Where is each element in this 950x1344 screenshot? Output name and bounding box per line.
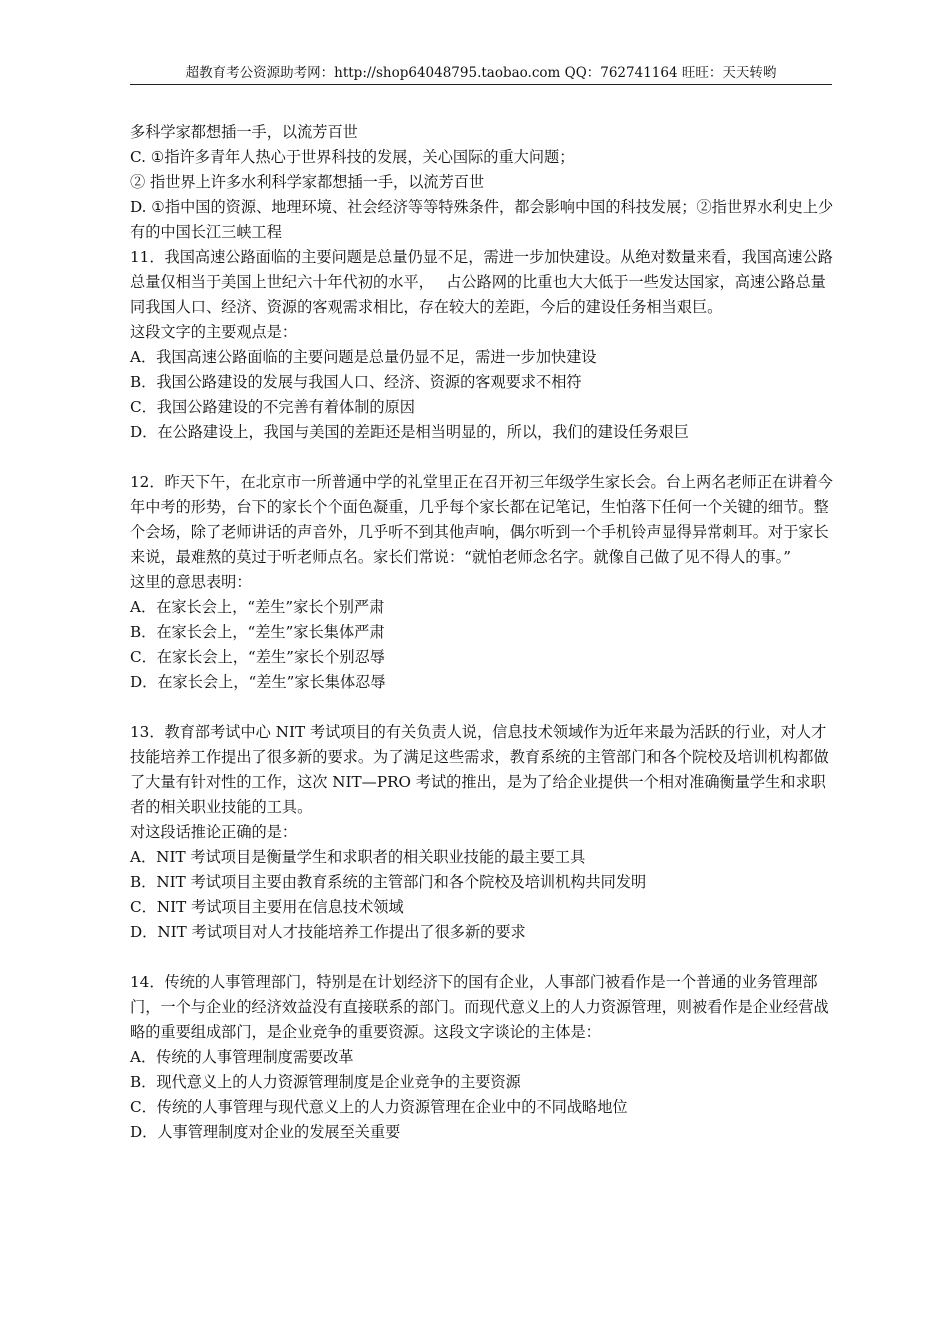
page-header: 超教育考公资源助考网：http://shop64048795.taobao.com QQ：762741164 旺旺：天天转哟 [130, 62, 832, 85]
q13-option-d: D．NIT 考试项目对人才技能培养工作提出了很多新的要求 [130, 923, 526, 941]
q11-option-a: A．我国高速公路面临的主要问题是总量仍显不足，需进一步加快建设 [130, 348, 597, 366]
q12-option-c: C．在家长会上，“差生”家长个别忍辱 [130, 648, 385, 666]
q14-option-a: A．传统的人事管理制度需要改革 [130, 1048, 354, 1066]
spacer [130, 945, 838, 970]
document-body [130, 120, 838, 1145]
q13-option-b: B．NIT 考试项目主要由教育系统的主管部门和各个院校及培训机构共同发明 [130, 873, 647, 891]
q12-option-d: D．在家长会上，“差生”家长集体忍辱 [130, 673, 386, 691]
q12-option-a: A．在家长会上，“差生”家长个别严肃 [130, 598, 385, 616]
spacer [130, 695, 838, 720]
q12-stem: 12．昨天下午，在北京市一所普通中学的礼堂里正在召开初三年级学生家长会。台上两名老师正在讲着今年中考的形势，台下的家长个个面色凝重，几乎每个家长都在记笔记，生怕落下任何一个关键的细节。整个会场，除了老师讲话的声音外，几乎听不到其他声响，偶尔听到一个手机铃声显得异常刺耳。对于家长来说，最难熬的莫过于听老师点名。家长们常说：“就怕老师念名字。就像自己做了见不得人的事。” [130, 473, 833, 566]
q11-option-c: C．我国公路建设的不完善有着体制的原因 [130, 398, 415, 416]
q14-option-d: D．人事管理制度对企业的发展至关重要 [130, 1123, 401, 1141]
q13-option-c: C．NIT 考试项目主要用在信息技术领域 [130, 898, 404, 916]
q13-option-a: A．NIT 考试项目是衡量学生和求职者的相关职业技能的最主要工具 [130, 848, 586, 866]
q12-prompt: 这里的意思表明： [130, 573, 252, 591]
q11-option-b: B．我国公路建设的发展与我国人口、经济、资源的客观要求不相符 [130, 373, 582, 391]
q10-option-c: C. ①指许多青年人热心于世界科技的发展，关心国际的重大问题； [130, 148, 575, 166]
q14-option-c: C．传统的人事管理与现代意义上的人力资源管理在企业中的不同战略地位 [130, 1098, 628, 1116]
q13-prompt: 对这段话推论正确的是： [130, 823, 298, 841]
q14-stem: 14．传统的人事管理部门，特别是在计划经济下的国有企业，人事部门被看作是一个普通的业务管理部门，一个与企业的经济效益没有直接联系的部门。而现代意义上的人力资源管理，则被看作是企业经营战略的重要组成部门，是企业竞争的重要资源。这段文字谈论的主体是： [130, 973, 829, 1041]
q12-option-b: B．在家长会上，“差生”家长集体严肃 [130, 623, 385, 641]
spacer [130, 445, 838, 470]
q11-option-d: D．在公路建设上，我国与美国的差距还是相当明显的，所以，我们的建设任务艰巨 [130, 423, 689, 441]
q10-option-d: D. ①指中国的资源、地理环境、社会经济等等特殊条件，都会影响中国的科技发展；②指世界水利史上少有的中国长江三峡工程 [130, 198, 834, 241]
q13-stem: 13．教育部考试中心 NIT 考试项目的有关负责人说，信息技术领域作为近年来最为活跃的行业，对人才技能培养工作提出了很多新的要求。为了满足这些需求，教育系统的主管部门和各个院校及培训机构都做了大量有针对性的工作，这次 NIT—PRO 考试的推出，是为了给企业提供一个相对准确衡量学生和求职者的相关职业技能的工具。 [130, 723, 829, 816]
q11-stem: 11．我国高速公路面临的主要问题是总量仍显不足，需进一步加快建设。从绝对数量来看，我国高速公路总量仅相当于美国上世纪六十年代初的水平， 占公路网的比重也大大低于一些发达国家，高速公路总量同我国人口、经济、资源的客观需求相比，存在较大的差距，今后的建设任务相当艰巨。 [130, 248, 833, 316]
q10-continuation: 多科学家都想插一手，以流芳百世 [130, 123, 358, 141]
q14-option-b: B．现代意义上的人力资源管理制度是企业竞争的主要资源 [130, 1073, 521, 1091]
q10-option-c-part2: ② 指世界上许多水利科学家都想插一手，以流芳百世 [130, 173, 485, 191]
q11-prompt: 这段文字的主要观点是： [130, 323, 298, 341]
